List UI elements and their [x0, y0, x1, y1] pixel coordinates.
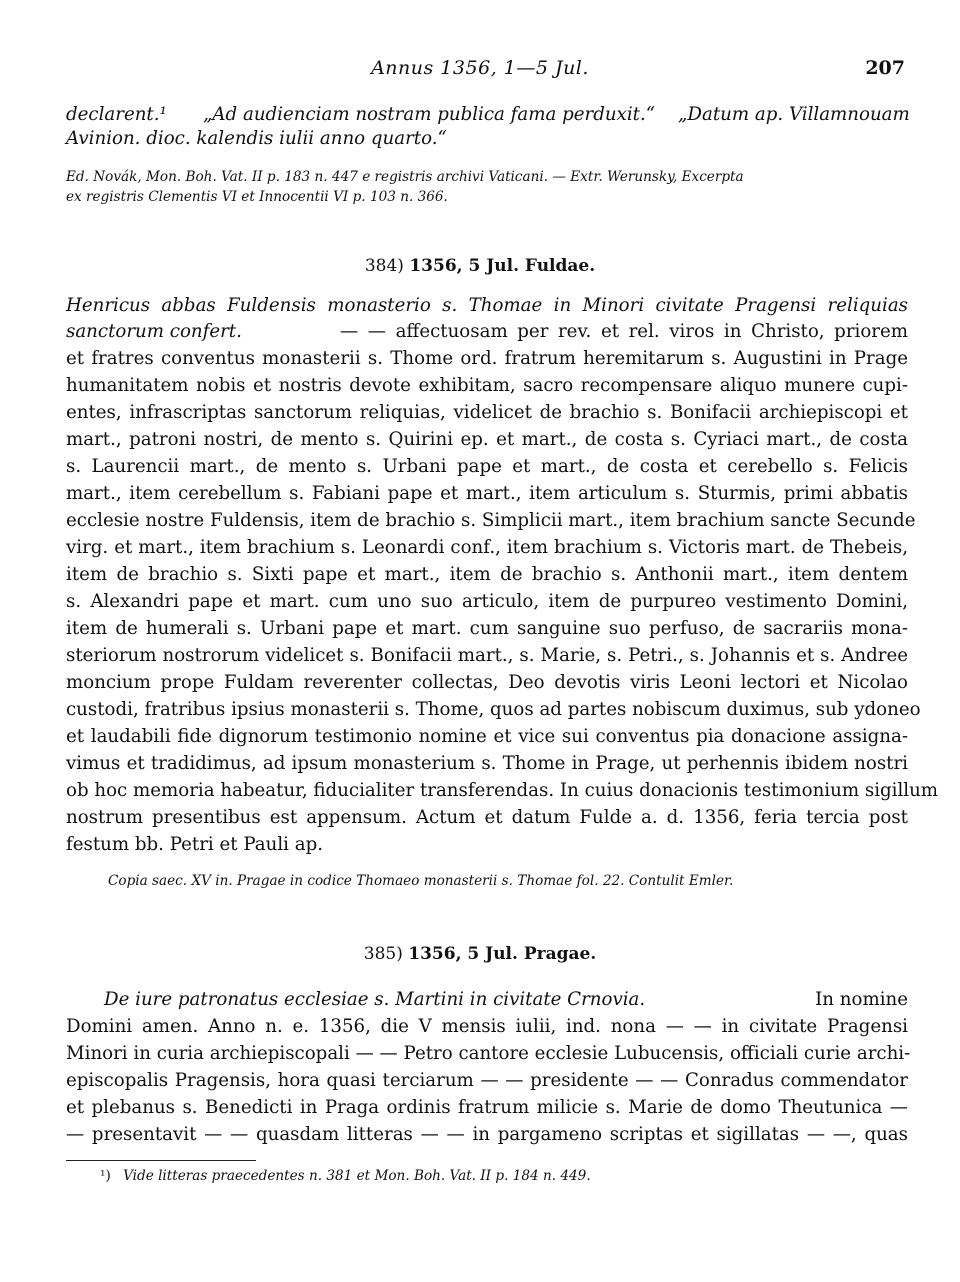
document-number: 385) — [363, 944, 403, 964]
footnote-divider — [66, 1160, 256, 1161]
text-line: episcopalis Pragensis, hora quasi terciarum — — presidente — — Conradus commendator — [66, 1070, 908, 1091]
text-line: vimus et tradidimus, ad ipsum monasterium s. Thome in Prage, ut perhennis ibidem nostri — [66, 753, 908, 774]
running-title: Annus 1356, 1—5 Jul. — [371, 57, 589, 79]
text-line: ecclesie nostre Fuldensis, item de brachio s. Simplicii mart., item brachium sancte Secunde — [66, 510, 916, 531]
text-line-last: festum bb. Petri et Pauli ap. — [66, 834, 324, 855]
edition-note-1: Ed. Novák, Mon. Boh. Vat. II p. 183 n. 447 e registris archivi Vaticani. — Extr. Werunsky, Excerpta — [66, 169, 744, 185]
text-line: Minori in curia archiepiscopali — — Petro cantore ecclesie Lubucensis, officiali curie archi- — [66, 1043, 911, 1064]
text-line: s. Alexandri pape et mart. cum uno suo articulo, item de purpureo vestimento Domini, — [66, 591, 908, 612]
text-line: s. Laurencii mart., de mento s. Urbani pape et mart., de costa et cerebello s. Felicis — [66, 456, 908, 477]
source-note: Copia saec. XV in. Pragae in codice Thomaeo monasterii s. Thomae fol. 22. Contulit Emler. — [108, 873, 734, 889]
text-line: entes, infrascriptas sanctorum reliquias, videlicet de brachio s. Bonifacii archiepiscopi et — [66, 402, 908, 423]
document-date-place: 1356, 5 Jul. Fuldae. — [409, 256, 596, 276]
text-start: — — affectuosam per rev. et rel. viros in Christo, priorem — [340, 321, 908, 342]
text-line: ob hoc memoria habeatur, fiducialiter transferendas. In cuius donacionis testimonium sigillum — [66, 780, 939, 801]
regest-line-2 — [66, 320, 908, 344]
text-line: et fratres conventus monasterii s. Thome ord. fratrum heremitarum s. Augustini in Prage — [66, 348, 908, 369]
footnote — [100, 1168, 591, 1184]
regest-text: De iure patronatus ecclesiae s. Martini in civitate Crnovia. — [104, 989, 646, 1010]
text-line: humanitatem nobis et nostris devote exhibitam, sacro recompensare aliquo munere cupi- — [66, 375, 908, 396]
text-line: item de brachio s. Sixti pape et mart., item de brachio s. Anthonii mart., item dentem — [66, 564, 908, 585]
text-line: custodi, fratribus ipsius monasterii s. Thome, quos ad partes nobiscum duximus, sub ydoneo — [66, 699, 921, 720]
text-line: et laudabili fide dignorum testimonio nomine et vice sui conventus pia donacione assigna- — [66, 726, 908, 747]
document-number: 384) — [364, 256, 404, 276]
document-heading-384 — [0, 256, 960, 276]
edition-note-2: ex registris Clementis VI et Innocentii VI p. 103 n. 366. — [66, 189, 448, 205]
continuation-line-1 — [66, 103, 908, 127]
page-number: 207 — [865, 57, 905, 79]
text-line: Domini amen. Anno n. e. 1356, die V mensis iulii, ind. nona — — in civitate Pragensi — [66, 1016, 908, 1037]
document-heading-385 — [0, 944, 960, 964]
text-line: mart., item cerebellum s. Fabiani pape et mart., item articulum s. Sturmis, primi abbatis — [66, 483, 908, 504]
quoted-incipit: „Ad audienciam nostram publica fama perduxit.“ — [203, 104, 656, 125]
regest-line — [66, 988, 908, 1012]
footnote-mark: ¹) — [100, 1168, 111, 1184]
text-line: et plebanus s. Benedicti in Praga ordinis fratrum milicie s. Marie de domo Theutunica — — [66, 1097, 908, 1118]
text-line: mart., patroni nostri, de mento s. Quirini ep. et mart., de costa s. Cyriaci mart., de costa — [66, 429, 908, 450]
text-line: steriorum nostrorum videlicet s. Bonifacii mart., s. Marie, s. Petri., s. Johannis et s. Andree — [66, 645, 908, 666]
text-line: virg. et mart., item brachium s. Leonardi conf., item brachium s. Victoris mart. de Thebeis, — [66, 537, 908, 558]
running-head — [0, 57, 960, 83]
regest-line-1: Henricus abbas Fuldensis monasterio s. Thomae in Minori civitate Pragensi reliquias — [66, 295, 908, 316]
text-line: — presentavit — — quasdam litteras — — in pargameno scriptas et sigillatas — —, quas — [66, 1124, 908, 1145]
text-line: nostrum presentibus est appensum. Actum et datum Fulde a. d. 1356, feria tercia post — [66, 807, 908, 828]
continuation-end: declarent.¹ — [66, 104, 167, 125]
regest-end: sanctorum confert. — [66, 321, 242, 342]
footnote-text: Vide litteras praecedentes n. 381 et Mon. Boh. Vat. II p. 184 n. 449. — [123, 1168, 591, 1184]
text-start: In nomine — [815, 989, 908, 1010]
quoted-dating: „Datum ap. Villamnouam — [678, 104, 910, 125]
continuation-line-2: Avinion. dioc. kalendis iulii anno quarto.“ — [66, 128, 447, 149]
text-line: moncium prope Fuldam reverenter collectas, Deo devotis viris Leoni lectori et Nicolao — [66, 672, 908, 693]
document-date-place: 1356, 5 Jul. Pragae. — [408, 944, 597, 964]
text-line: item de humerali s. Urbani pape et mart. cum sanguine suo perfuso, de sacrariis mona- — [66, 618, 908, 639]
